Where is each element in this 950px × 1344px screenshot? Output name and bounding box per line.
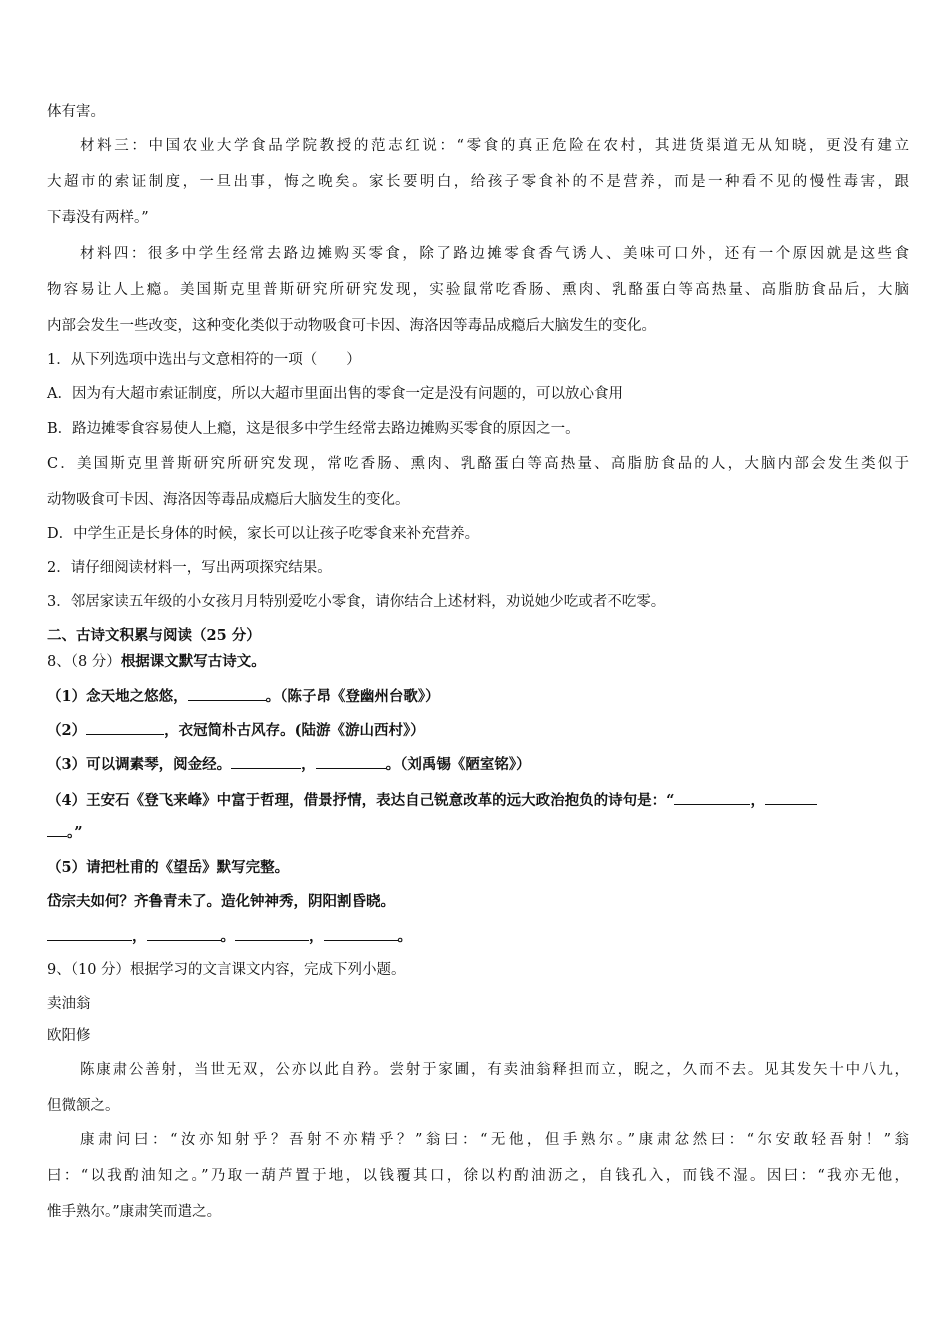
section-heading: 二、古诗文积累与阅读（25 分） (47, 627, 261, 644)
passage-line: 陈康肃公善射，当世无双，公亦以此自矜。尝射于家圃，有卖油翁释担而立，睨之，久而不去。见其发矢十中八九， (80, 1062, 909, 1078)
question-8-number: 8、（8 分） (47, 654, 121, 670)
fill-item-1 (47, 686, 909, 707)
fill-item-3-sep: ， (301, 756, 316, 773)
question-2: 2．请仔细阅读材料一，写出两项探究结果。 (47, 560, 332, 576)
question-9 (47, 960, 909, 980)
fill-item-4-sep: ， (750, 792, 765, 809)
poem-sep: 。 (397, 928, 412, 945)
material-four-line: 物容易让人上瘾。美国斯克里普斯研究所研究发现，实验鼠常吃香肠、熏肉、乳酪蛋白等高热量、高脂肪食品后，大脑 (47, 282, 909, 298)
fill-item-1-text: （1）念天地之悠悠， (47, 688, 188, 705)
question-3: 3．邻居家读五年级的小女孩月月特别爱吃小零食，请你结合上述材料，劝说她少吃或者不吃零。 (47, 594, 666, 610)
passage-line: 康肃问曰：“汝亦知射乎？吾射不亦精乎？”翁曰：“无他，但手熟尔。”康肃忿然曰：“尔安敢轻吾射！”翁 (80, 1132, 909, 1148)
option-d: D．中学生正是长身体的时候，家长可以让孩子吃零食来补充营养。 (47, 526, 480, 542)
passage-author: 欧阳修 (47, 1028, 91, 1044)
passage-line: 曰：“以我酌油知之。”乃取一葫芦置于地，以钱覆其口，徐以杓酌油沥之，自钱孔入，而钱不湿。因曰：“我亦无他， (47, 1168, 909, 1184)
answer-blank[interactable] (324, 926, 398, 941)
answer-blank[interactable] (231, 754, 301, 769)
answer-blank[interactable] (147, 926, 221, 941)
poem-sep: 。 (220, 928, 235, 945)
fill-item-2 (47, 720, 909, 741)
answer-blank[interactable] (47, 926, 132, 941)
fill-item-4 (47, 790, 909, 811)
option-c-line: C．美国斯克里普斯研究所研究发现，常吃香肠、熏肉、乳酪蛋白等高热量、高脂肪食品的人，大脑内部会发生类似于 (47, 456, 909, 472)
fill-item-2-number: （2） (47, 722, 87, 739)
material-three-line: 下毒没有两样。” (47, 210, 149, 226)
answer-blank[interactable] (235, 926, 309, 941)
answer-blank[interactable] (765, 790, 817, 805)
poem-known-lines: 岱宗夫如何？齐鲁青未了。造化钟神秀，阴阳割昏晓。 (47, 893, 395, 910)
question-8-prompt: 根据课文默写古诗文。 (120, 653, 266, 670)
material-two-end: 体有害。 (47, 104, 105, 120)
answer-blank[interactable] (316, 754, 386, 769)
fill-item-2-text: ，衣冠简朴古风存。(陆游《游山西村》） (164, 722, 425, 739)
question-1: 1．从下列选项中选出与文意相符的一项（ ） (47, 352, 361, 368)
passage-line: 惟手熟尔。”康肃笑而遣之。 (47, 1204, 222, 1220)
fill-item-4-end: 。” (67, 824, 83, 841)
passage-title: 卖油翁 (47, 996, 91, 1012)
answer-blank[interactable] (674, 790, 750, 805)
answer-blank[interactable] (47, 822, 67, 837)
option-b: B．路边摊零食容易使人上瘾，这是很多中学生经常去路边摊购买零食的原因之一。 (47, 421, 580, 437)
material-four-line: 内部会发生一些改变，这种变化类似于动物吸食可卡因、海洛因等毒品成瘾后大脑发生的变化。 (47, 318, 656, 334)
passage-line: 但微颔之。 (47, 1098, 120, 1114)
material-three-line: 材料三：中国农业大学食品学院教授的范志红说：“零食的真正危险在农村，其进货渠道无从知晓，更没有建立 (80, 138, 909, 154)
question-8 (47, 652, 909, 672)
option-a: A．因为有大超市索证制度，所以大超市里面出售的零食一定是没有问题的，可以放心食用 (47, 386, 623, 402)
material-three-line: 大超市的索证制度，一旦出事，悔之晚矣。家长要明白，给孩子零食补的不是营养，而是一种看不见的慢性毒害，跟 (47, 174, 909, 190)
fill-item-3-text: （3）可以调素琴，阅金经。 (47, 756, 232, 773)
fill-item-1-source: 。（陈子昂《登幽州台歌》） (265, 688, 440, 705)
fill-item-4-cont (47, 822, 909, 843)
material-four-line: 材料四：很多中学生经常去路边摊购买零食，除了路边摊零食香气诱人、美味可口外，还有一个原因就是这些食 (80, 246, 909, 262)
question-9-number: 9、（10 分） (47, 962, 131, 978)
option-c-line: 动物吸食可卡因、海洛因等毒品成瘾后大脑发生的变化。 (47, 492, 410, 508)
poem-blanks (47, 926, 909, 947)
fill-item-3-source: 。（刘禹锡《陋室铭》） (385, 756, 531, 773)
fill-item-4-text: （4）王安石《登飞来峰》中富于哲理，借景抒情，表达自己锐意改革的远大政治抱负的诗句是：“ (47, 792, 675, 809)
poem-sep: ， (132, 928, 147, 945)
question-9-prompt: 根据学习的文言课文内容，完成下列小题。 (130, 962, 406, 978)
fill-item-5: （5）请把杜甫的《望岳》默写完整。 (47, 859, 290, 876)
fill-item-3 (47, 754, 909, 775)
poem-sep: ， (309, 928, 324, 945)
answer-blank[interactable] (188, 686, 266, 701)
answer-blank[interactable] (86, 720, 164, 735)
